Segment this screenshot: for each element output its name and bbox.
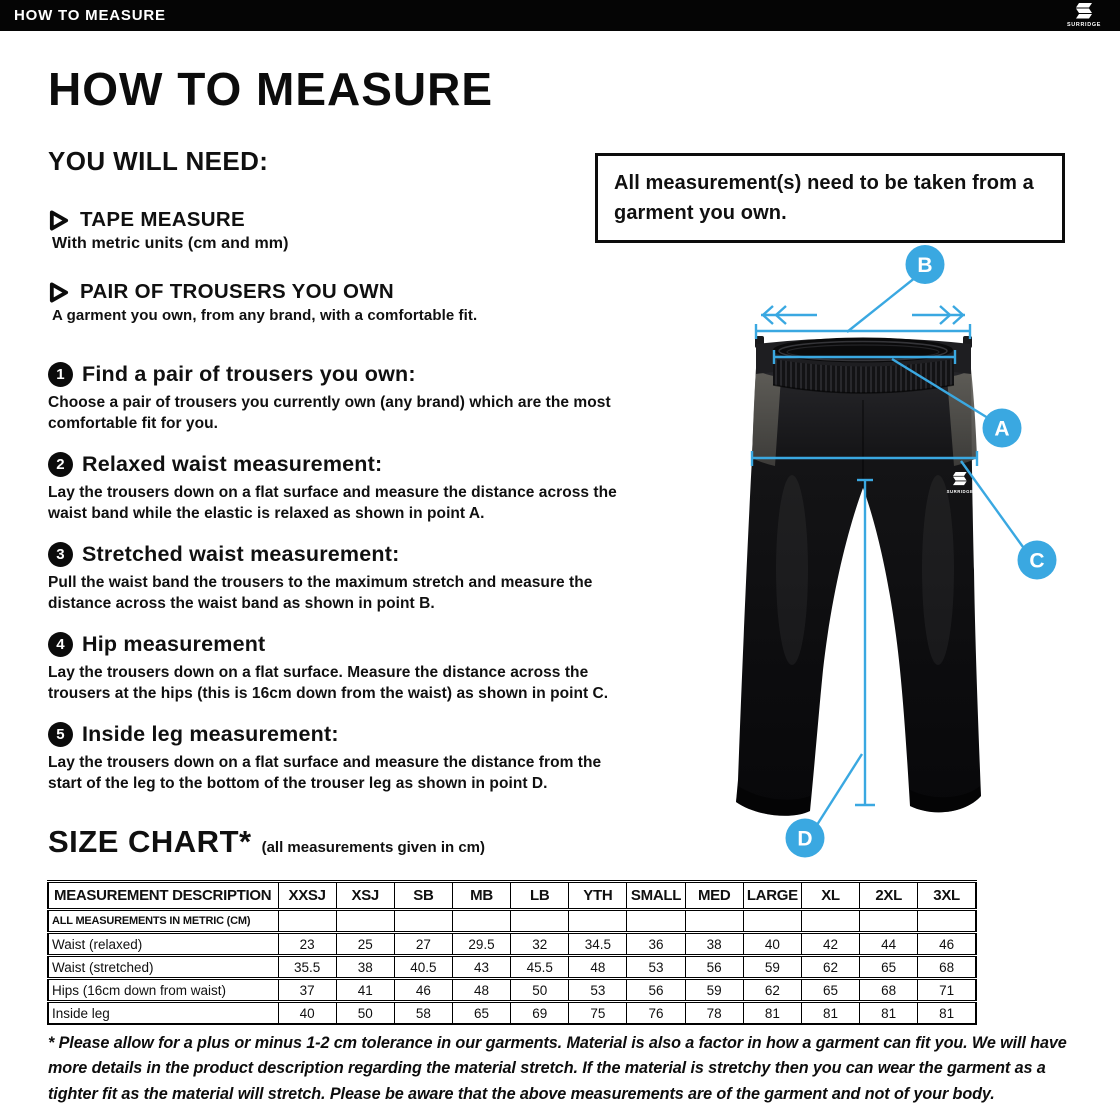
size-value-cell: 34.5 <box>569 933 627 956</box>
garment-logo-text: SURRIDGE <box>946 489 974 494</box>
metric-note-row <box>48 910 976 933</box>
empty-cell <box>569 910 627 933</box>
empty-cell <box>452 910 510 933</box>
size-value-cell: 38 <box>685 933 743 956</box>
column-header-size: XL <box>801 882 859 910</box>
empty-cell <box>685 910 743 933</box>
need-item-label: PAIR OF TROUSERS YOU OWN <box>80 280 394 303</box>
size-value-cell: 27 <box>394 933 452 956</box>
empty-cell <box>278 910 336 933</box>
size-value-cell: 81 <box>918 1002 976 1025</box>
row-label-cell: Waist (stretched) <box>48 956 278 979</box>
empty-cell <box>394 910 452 933</box>
size-value-cell: 36 <box>627 933 685 956</box>
step-1 <box>48 362 648 434</box>
size-value-cell: 38 <box>336 956 394 979</box>
column-header-size: LARGE <box>743 882 801 910</box>
size-value-cell: 81 <box>743 1002 801 1025</box>
empty-cell <box>918 910 976 933</box>
size-chart-table <box>47 880 977 1025</box>
step-number-badge: 3 <box>48 542 73 567</box>
step-body: Lay the trousers down on a flat surface. Measure the distance across the trousers at the hips (this is 16cm down from the waist) as shown in point C. <box>48 664 609 702</box>
play-triangle-icon <box>48 210 69 231</box>
size-value-cell: 58 <box>394 1002 452 1025</box>
size-value-cell: 68 <box>918 956 976 979</box>
empty-cell <box>801 910 859 933</box>
step-4 <box>48 632 648 704</box>
size-value-cell: 68 <box>860 979 918 1002</box>
size-value-cell: 65 <box>860 956 918 979</box>
line-to-d <box>815 754 862 828</box>
top-bar-title: HOW TO MEASURE <box>14 7 166 24</box>
top-bar <box>0 0 1120 31</box>
size-value-cell: 46 <box>918 933 976 956</box>
step-title: Relaxed waist measurement: <box>82 452 383 476</box>
step-title: Stretched waist measurement: <box>82 542 400 566</box>
trousers-image <box>736 336 981 816</box>
size-value-cell: 75 <box>569 1002 627 1025</box>
size-value-cell: 32 <box>511 933 569 956</box>
empty-cell <box>743 910 801 933</box>
column-header-size: YTH <box>569 882 627 910</box>
size-value-cell: 56 <box>685 956 743 979</box>
size-value-cell: 41 <box>336 979 394 1002</box>
size-value-cell: 50 <box>336 1002 394 1025</box>
tolerance-footnote: * Please allow for a plus or minus 1-2 cm tolerance in our garments. Material is also a factor in how a garment can fit you. We will have more details in the product description regarding the material stretch. If the material is stretchy then you can wear the garment as a tighter fit as the material will stretch. Please be aware that the above measurements are of the garment and not of your body. <box>48 1034 1067 1103</box>
point-b-label: B <box>917 254 933 277</box>
size-table-body <box>48 910 976 1025</box>
column-header-size: 3XL <box>918 882 976 910</box>
size-chart-title: SIZE CHART* <box>48 824 252 859</box>
size-value-cell: 65 <box>452 1002 510 1025</box>
size-value-cell: 23 <box>278 933 336 956</box>
size-value-cell: 59 <box>685 979 743 1002</box>
row-label-cell: Inside leg <box>48 1002 278 1025</box>
size-value-cell: 62 <box>743 979 801 1002</box>
need-item-trousers <box>48 280 477 324</box>
size-value-cell: 78 <box>685 1002 743 1025</box>
need-item-tape-measure <box>48 208 289 253</box>
step-3 <box>48 542 648 614</box>
surridge-logo-text: SURRIDGE <box>1066 21 1102 28</box>
size-value-cell: 46 <box>394 979 452 1002</box>
size-table-header-row <box>48 882 976 910</box>
column-header-size: SB <box>394 882 452 910</box>
size-value-cell: 37 <box>278 979 336 1002</box>
step-5 <box>48 722 648 794</box>
size-value-cell: 42 <box>801 933 859 956</box>
size-value-cell: 48 <box>452 979 510 1002</box>
column-header-size: XSJ <box>336 882 394 910</box>
step-title: Find a pair of trousers you own: <box>82 362 416 386</box>
size-value-cell: 43 <box>452 956 510 979</box>
column-header-size: XXSJ <box>278 882 336 910</box>
step-title: Inside leg measurement: <box>82 722 339 746</box>
size-table-row <box>48 1002 976 1025</box>
column-header-size: SMALL <box>627 882 685 910</box>
size-value-cell: 25 <box>336 933 394 956</box>
you-will-need-heading: YOU WILL NEED: <box>48 146 269 176</box>
size-value-cell: 40 <box>278 1002 336 1025</box>
row-label-cell: Hips (16cm down from waist) <box>48 979 278 1002</box>
step-body: Lay the trousers down on a flat surface and measure the distance from the start of the leg to the bottom of the trouser leg as shown in point D. <box>48 754 602 792</box>
point-d-label: D <box>797 827 813 851</box>
size-value-cell: 59 <box>743 956 801 979</box>
size-value-cell: 76 <box>627 1002 685 1025</box>
column-header-size: MB <box>452 882 510 910</box>
size-value-cell: 81 <box>801 1002 859 1025</box>
need-item-note: A garment you own, from any brand, with a comfortable fit. <box>52 307 478 324</box>
step-number-badge: 1 <box>48 362 73 387</box>
size-value-cell: 81 <box>860 1002 918 1025</box>
row-label-cell: Waist (relaxed) <box>48 933 278 956</box>
surridge-logo-icon <box>1064 0 1120 31</box>
size-value-cell: 48 <box>569 956 627 979</box>
page-title: HOW TO MEASURE <box>48 63 494 115</box>
step-body: Choose a pair of trousers you currently own (any brand) which are the most comfortable fit for you. <box>48 394 611 432</box>
size-value-cell: 53 <box>569 979 627 1002</box>
column-header-size: LB <box>511 882 569 910</box>
size-value-cell: 40 <box>743 933 801 956</box>
step-title: Hip measurement <box>82 632 266 656</box>
size-value-cell: 50 <box>511 979 569 1002</box>
step-number-badge: 5 <box>48 722 73 747</box>
play-triangle-icon <box>48 282 69 303</box>
empty-cell <box>627 910 685 933</box>
size-value-cell: 45.5 <box>511 956 569 979</box>
size-value-cell: 53 <box>627 956 685 979</box>
size-value-cell: 62 <box>801 956 859 979</box>
size-value-cell: 44 <box>860 933 918 956</box>
step-number-badge: 2 <box>48 452 73 477</box>
size-table-row <box>48 933 976 956</box>
need-item-label: TAPE MEASURE <box>80 208 245 231</box>
line-to-b <box>847 277 916 332</box>
column-header-size: MED <box>685 882 743 910</box>
empty-cell <box>336 910 394 933</box>
size-table-row <box>48 979 976 1002</box>
need-item-note: With metric units (cm and mm) <box>52 235 289 252</box>
size-value-cell: 56 <box>627 979 685 1002</box>
size-value-cell: 35.5 <box>278 956 336 979</box>
empty-cell <box>511 910 569 933</box>
step-body: Pull the waist band the trousers to the maximum stretch and measure the distance across the waist band as shown in point B. <box>48 574 593 612</box>
empty-cell <box>860 910 918 933</box>
measurement-notice-box: All measurement(s) need to be taken from a garment you own. <box>595 153 1065 243</box>
trousers-measurement-diagram <box>720 240 1120 880</box>
size-chart-subtitle: (all measurements given in cm) <box>261 839 485 856</box>
size-table-row <box>48 956 976 979</box>
metric-note-cell: ALL MEASUREMENTS IN METRIC (CM) <box>48 910 278 933</box>
size-chart-heading <box>48 824 485 860</box>
size-value-cell: 65 <box>801 979 859 1002</box>
column-header-description: MEASUREMENT DESCRIPTION <box>48 882 278 910</box>
size-value-cell: 69 <box>511 1002 569 1025</box>
step-number-badge: 4 <box>48 632 73 657</box>
column-header-size: 2XL <box>860 882 918 910</box>
point-a-label: A <box>994 417 1010 441</box>
size-value-cell: 29.5 <box>452 933 510 956</box>
size-value-cell: 40.5 <box>394 956 452 979</box>
step-body: Lay the trousers down on a flat surface and measure the distance across the waist band while the elastic is relaxed as shown in point A. <box>48 484 617 522</box>
step-2 <box>48 452 648 524</box>
point-c-label: C <box>1029 549 1045 573</box>
size-value-cell: 71 <box>918 979 976 1002</box>
